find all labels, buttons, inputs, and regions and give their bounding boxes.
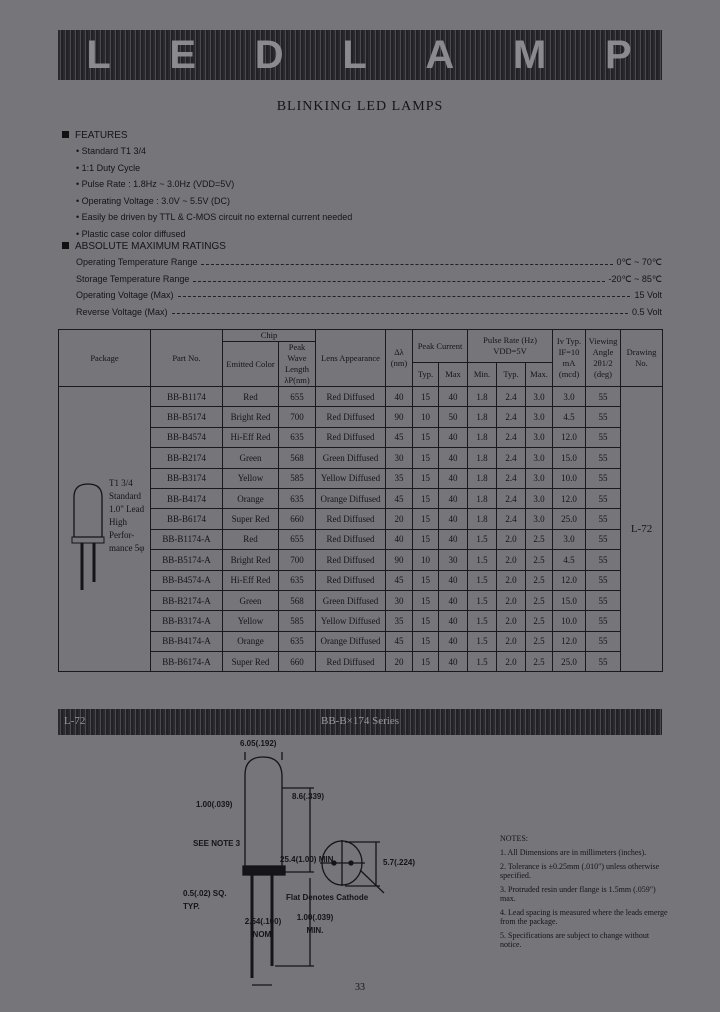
cell: 15	[413, 427, 439, 447]
cell: 40	[386, 529, 413, 549]
cell: 40	[439, 631, 468, 651]
cell: 585	[279, 468, 316, 488]
drawing-label: L-72	[64, 715, 86, 727]
cell: Red Diffused	[316, 570, 386, 590]
series-title: BB-B×174 Series	[320, 715, 399, 727]
cell: 15	[413, 468, 439, 488]
cell: 15	[413, 509, 439, 529]
hdr-package: Package	[59, 330, 151, 387]
cell: Hi-Eff Red	[223, 570, 279, 590]
cell: Bright Red	[223, 407, 279, 427]
cell: 40	[439, 387, 468, 407]
dim-lead-size: 0.5(.02) SQ. TYP.	[183, 889, 227, 911]
cell: 3.0	[553, 529, 586, 549]
hdr-emitted-color: Emitted Color	[223, 342, 279, 387]
cell: 55	[586, 488, 621, 508]
note-item: 2. Tolerance is ±0.25mm (.010") unless otherwise specified.	[500, 862, 660, 880]
cell: 2.0	[497, 590, 526, 610]
dim-flange-diameter: 5.7(.224)	[383, 858, 416, 867]
cell: 90	[386, 550, 413, 570]
cell: 40	[439, 529, 468, 549]
cell: 35	[386, 611, 413, 631]
cell: 1.5	[468, 611, 497, 631]
cell: 2.4	[497, 387, 526, 407]
page-number: 33	[355, 982, 365, 993]
cell: 3.0	[526, 448, 553, 468]
cell: 20	[386, 652, 413, 672]
cell: Red Diffused	[316, 509, 386, 529]
cell: 635	[279, 488, 316, 508]
cell: BB-B2174-A	[151, 590, 223, 610]
cell: 45	[386, 488, 413, 508]
cell: 635	[279, 570, 316, 590]
features-title: FEATURES	[75, 130, 128, 141]
banner-letter: D	[254, 32, 286, 77]
cell: Green	[223, 590, 279, 610]
cell: 635	[279, 631, 316, 651]
cell: Red Diffused	[316, 550, 386, 570]
cell: Yellow Diffused	[316, 468, 386, 488]
cell: BB-B6174	[151, 509, 223, 529]
dim-lead-length: 25.4(1.00) MIN.	[280, 855, 336, 864]
cell: 660	[279, 652, 316, 672]
cell: 660	[279, 509, 316, 529]
cell: 4.5	[553, 407, 586, 427]
cell: 15	[413, 448, 439, 468]
rating-value: 0℃ ~ 70℃	[616, 257, 662, 267]
cell: 15	[413, 570, 439, 590]
cell: BB-B3174	[151, 468, 223, 488]
cell: 40	[439, 488, 468, 508]
cell: Red Diffused	[316, 387, 386, 407]
cell: 1.5	[468, 652, 497, 672]
cell: 1.5	[468, 590, 497, 610]
cell: 1.8	[468, 488, 497, 508]
cell: Orange Diffused	[316, 488, 386, 508]
feature-text: Operating Voltage : 3.0V ~ 5.5V (DC)	[81, 195, 230, 206]
cell: 1.8	[468, 427, 497, 447]
cell: 2.0	[497, 529, 526, 549]
cell: Orange	[223, 631, 279, 651]
hdr-min: Min.	[468, 363, 497, 387]
cell: 2.0	[497, 550, 526, 570]
cell: 2.5	[526, 590, 553, 610]
page-subtitle: BLINKING LED LAMPS	[276, 99, 444, 114]
cell: 568	[279, 590, 316, 610]
cell: 40	[439, 611, 468, 631]
cell: 3.0	[526, 407, 553, 427]
hdr-chip: Chip	[223, 330, 316, 342]
hdr-pulse-rate: Pulse Rate (Hz) VDD=5V	[468, 330, 553, 363]
cell: 635	[279, 427, 316, 447]
dim-flange: 1.00(.039)	[196, 800, 233, 809]
cell: BB-B6174-A	[151, 652, 223, 672]
dim-height: 8.6(.339)	[292, 792, 325, 801]
cell: 55	[586, 387, 621, 407]
cell: 2.5	[526, 652, 553, 672]
dim-see-note: SEE NOTE 3	[193, 839, 241, 848]
feature-item: • Plastic case color diffused	[76, 228, 186, 239]
hdr-lens: Lens Appearance	[316, 330, 386, 387]
cell: 45	[386, 427, 413, 447]
cell: 55	[586, 468, 621, 488]
hdr-part-no: Part No.	[151, 330, 223, 387]
cell: 12.0	[553, 570, 586, 590]
cell: 655	[279, 529, 316, 549]
cell: 2.4	[497, 468, 526, 488]
feature-text: Pulse Rate : 1.8Hz ~ 3.0Hz (VDD=5V)	[81, 179, 235, 189]
cell: Super Red	[223, 652, 279, 672]
cell: 55	[586, 550, 621, 570]
cell: BB-B5174	[151, 407, 223, 427]
cell: 55	[586, 509, 621, 529]
cell: BB-B4574	[151, 427, 223, 447]
cell: 1.8	[468, 407, 497, 427]
cell: 35	[386, 468, 413, 488]
feature-text: Easily be driven by TTL & C-MOS circuit no external current needed	[81, 212, 353, 222]
cell: 2.5	[526, 611, 553, 631]
cell: 55	[586, 427, 621, 447]
cell: Yellow	[223, 468, 279, 488]
cell: 2.5	[526, 529, 553, 549]
cell: 3.0	[526, 468, 553, 488]
cell: Green Diffused	[316, 448, 386, 468]
cell: Red Diffused	[316, 529, 386, 549]
banner-letter: A	[425, 32, 457, 77]
cell: 55	[586, 407, 621, 427]
feature-text: Standard T1 3/4	[81, 146, 147, 156]
cell: BB-B1174-A	[151, 529, 223, 549]
cell: 15	[413, 488, 439, 508]
cell: 10.0	[553, 468, 586, 488]
cell: 55	[586, 611, 621, 631]
cell: 3.0	[526, 488, 553, 508]
cell: 2.4	[497, 448, 526, 468]
cell: 50	[439, 407, 468, 427]
cell: Yellow Diffused	[316, 611, 386, 631]
feature-item: • Operating Voltage : 3.0V ~ 5.5V (DC)	[76, 195, 230, 206]
note-item: 4. Lead spacing is measured where the leads emerge from the package.	[500, 908, 668, 926]
hdr-viewing-angle: Viewing Angle 2θ1/2 (deg)	[586, 330, 621, 387]
rating-label: Storage Temperature Range	[76, 273, 190, 284]
cell: Green	[223, 448, 279, 468]
hdr-max2: Max.	[526, 363, 553, 387]
cathode-label: Flat Denotes Cathode	[286, 893, 369, 902]
cell: 30	[386, 448, 413, 468]
cell: 585	[279, 611, 316, 631]
banner-letter: M	[512, 32, 549, 77]
hdr-max: Max	[439, 363, 468, 387]
cell: 15	[413, 631, 439, 651]
cell: Red Diffused	[316, 407, 386, 427]
rating-value: 0.5 Volt	[631, 306, 662, 317]
cell: 45	[386, 631, 413, 651]
hdr-typ: Typ.	[413, 363, 439, 387]
cell: BB-B5174-A	[151, 550, 223, 570]
cell: Red	[223, 529, 279, 549]
cell: 15	[413, 590, 439, 610]
cell: 3.0	[526, 387, 553, 407]
cell: 30	[386, 590, 413, 610]
cell: Green Diffused	[316, 590, 386, 610]
cell: 40	[439, 468, 468, 488]
cell: 40	[386, 387, 413, 407]
cell: 12.0	[553, 631, 586, 651]
cell: Yellow	[223, 611, 279, 631]
dim-diameter: 6.05(.192)	[240, 739, 277, 748]
cell: 1.8	[468, 468, 497, 488]
cell: 3.0	[526, 427, 553, 447]
cell: 40	[439, 427, 468, 447]
cell: 12.0	[553, 427, 586, 447]
cell: 2.4	[497, 427, 526, 447]
cell: 90	[386, 407, 413, 427]
cell: BB-B1174	[151, 387, 223, 407]
cell: BB-B4574-A	[151, 570, 223, 590]
cell: 40	[439, 570, 468, 590]
cell: Red	[223, 387, 279, 407]
cell: 10	[413, 407, 439, 427]
rating-value: 15 Volt	[634, 290, 662, 300]
package-text: T1 3/4 Standard 1.0" Lead High Perfor-mance 5φ	[109, 478, 145, 553]
cell: 2.5	[526, 550, 553, 570]
cell: 15.0	[553, 448, 586, 468]
cell: 1.5	[468, 529, 497, 549]
cell: 2.0	[497, 611, 526, 631]
hdr-drawing-no: Drawing No.	[621, 330, 663, 387]
cell: 1.5	[468, 631, 497, 651]
cell: 40	[439, 590, 468, 610]
cell: 40	[439, 509, 468, 529]
dim-lead-spacing: 2.54(.100) NOM.	[244, 917, 282, 939]
hdr-iv: Iv Typ. IF=10 mA (mcd)	[553, 330, 586, 387]
lamp-body-outline	[245, 757, 282, 875]
cell: 55	[586, 529, 621, 549]
cell: 55	[586, 631, 621, 651]
cell: 12.0	[553, 488, 586, 508]
note-item: 5. Specifications are subject to change without notice.	[500, 931, 650, 949]
cell: 2.4	[497, 407, 526, 427]
feature-text: Plastic case color diffused	[81, 228, 186, 239]
banner-letter: E	[169, 32, 199, 77]
cell: 1.8	[468, 448, 497, 468]
feature-item: • Standard T1 3/4	[76, 146, 147, 156]
cell: 2.0	[497, 631, 526, 651]
cell: BB-B4174-A	[151, 631, 223, 651]
cell: 700	[279, 550, 316, 570]
cell: 1.8	[468, 509, 497, 529]
cell: 4.5	[553, 550, 586, 570]
cell: 40	[439, 652, 468, 672]
cell: 40	[439, 448, 468, 468]
feature-item: • Pulse Rate : 1.8Hz ~ 3.0Hz (VDD=5V)	[76, 179, 235, 189]
notes	[500, 834, 670, 954]
cell: 45	[386, 570, 413, 590]
cell: BB-B3174-A	[151, 611, 223, 631]
cell: 15	[413, 387, 439, 407]
cell: 568	[279, 448, 316, 468]
cell: 10.0	[553, 611, 586, 631]
drawing-number-cell: L-72	[621, 387, 663, 672]
cell: 700	[279, 407, 316, 427]
note-item: 1. All Dimensions are in millimeters (inches).	[500, 848, 647, 857]
feature-text: 1:1 Duty Cycle	[81, 162, 141, 173]
banner-letter: L	[342, 32, 369, 77]
cell: 25.0	[553, 509, 586, 529]
cell: Hi-Eff Red	[223, 427, 279, 447]
cell: 15.0	[553, 590, 586, 610]
notes-title: NOTES:	[500, 834, 528, 843]
cell: 655	[279, 387, 316, 407]
cell: 1.8	[468, 387, 497, 407]
cell: 2.5	[526, 570, 553, 590]
cell: 15	[413, 652, 439, 672]
cell: 2.0	[497, 570, 526, 590]
feature-item: • Easily be driven by TTL & C-MOS circuit no external current needed	[76, 212, 353, 222]
banner-letter: P	[604, 32, 634, 77]
cell: 55	[586, 570, 621, 590]
cell: Orange	[223, 488, 279, 508]
cell: 30	[439, 550, 468, 570]
cell: 55	[586, 448, 621, 468]
cell: 2.5	[526, 631, 553, 651]
rating-label: Operating Voltage (Max)	[76, 290, 174, 300]
rating-label: Reverse Voltage (Max)	[76, 306, 168, 317]
cell: 3.0	[526, 509, 553, 529]
cell: Orange Diffused	[316, 631, 386, 651]
cell: BB-B2174	[151, 448, 223, 468]
hdr-peak-current: Peak Current	[413, 330, 468, 363]
hdr-delta: Δλ (nm)	[386, 330, 413, 387]
cell: 15	[413, 529, 439, 549]
cell: 55	[586, 590, 621, 610]
rating-label: Operating Temperature Range	[76, 257, 198, 267]
cell: 25.0	[553, 652, 586, 672]
cell: 2.4	[497, 488, 526, 508]
cell: Bright Red	[223, 550, 279, 570]
dim-min: 1.00(.039) MIN.	[296, 913, 334, 935]
cell: 20	[386, 509, 413, 529]
cell: Red Diffused	[316, 652, 386, 672]
feature-item: • 1:1 Duty Cycle	[76, 162, 141, 173]
cell: 10	[413, 550, 439, 570]
hdr-peak-wave: Peak Wave Length λP(nm)	[279, 342, 316, 387]
cell: 2.4	[497, 509, 526, 529]
cell: 15	[413, 611, 439, 631]
cell: 1.5	[468, 570, 497, 590]
cell: 3.0	[553, 387, 586, 407]
rating-value: -20℃ ~ 85℃	[608, 273, 662, 284]
cell: BB-B4174	[151, 488, 223, 508]
cell: Super Red	[223, 509, 279, 529]
hdr-typ2: Typ.	[497, 363, 526, 387]
note-item: 3. Protruded resin under flange is 1.5mm (.059") max.	[500, 885, 656, 903]
ratings-title: ABSOLUTE MAXIMUM RATINGS	[75, 241, 226, 252]
cell: 1.5	[468, 550, 497, 570]
banner-letter: L	[86, 32, 113, 77]
cell: Red Diffused	[316, 427, 386, 447]
cell: 55	[586, 652, 621, 672]
cell: 2.0	[497, 652, 526, 672]
